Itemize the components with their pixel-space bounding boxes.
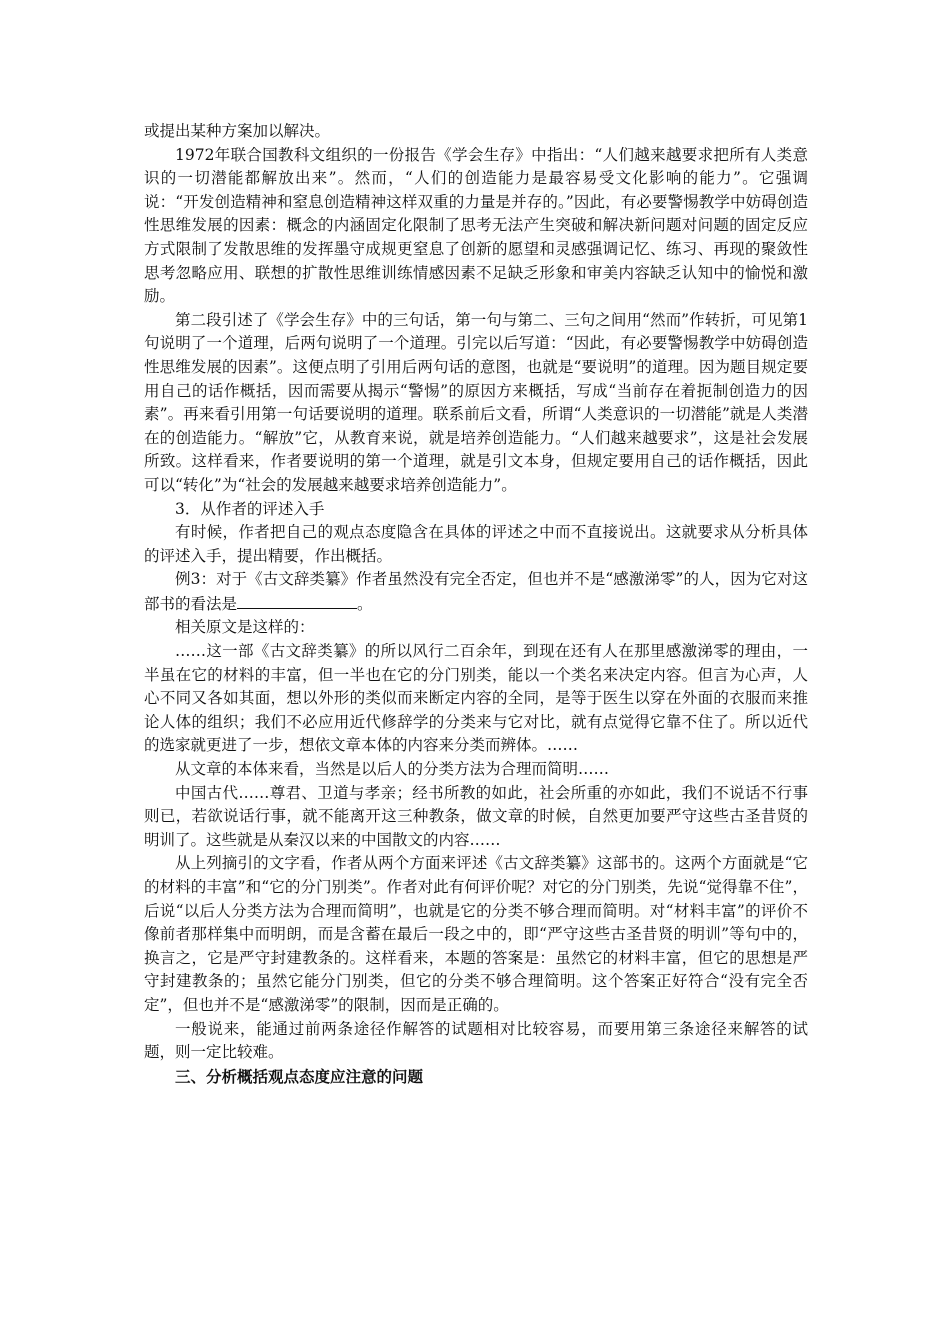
section-heading-3: 3．从作者的评述入手 <box>175 499 325 518</box>
paragraph-method: 有时候，作者把自己的观点态度隐含在具体的评述之中而不直接说出。这就要求从分析具体的评述入手，提出精要，作出概括。 <box>144 523 808 565</box>
section-heading-three: 三、分析概括观点态度应注意的问题 <box>175 1066 424 1086</box>
paragraph-report-quote: 1972年联合国教科文组织的一份报告《学会生存》中指出：“人们越来越要求把所有人类意识的一切潜能都解放出来”。然而，“人们的创造能力是最容易受文化影响的能力”。它强调说：“开发创造精神和窒息创造精神这样双重的力量是并存的。”因此，有必要警惕教学中妨碍创造性思维发展的因素：概念的内涵固定化限制了思考无法产生突破和解决新问题对问题的固定反应方式限制了发散思维的发挥墨守成规更窒息了创新的愿望和灵感强调记忆、练习、再现的聚敛性思考忽略应用、联想的扩散性思维训练情感因素不足缺乏形象和审美内容缺乏认知中的愉悦和激励。 <box>144 145 808 306</box>
paragraph-source-text-2: 从文章的本体来看，当然是以后人的分类方法为合理而简明…… <box>175 760 610 779</box>
paragraph-source-text-1: ……这一部《古文辞类纂》的所以风行二百余年，到现在还有人在那里感激涕零的理由，一半虽在它的材料的丰富，但一半也在它的分门别类，能以一个类名来决定内容。但言为心声，人心不同又各如其面，想以外形的类似而来断定内容的全同，是等于医生以穿在外面的衣服而来推论人体的组织；我们不必应用近代修辞学的分类来与它对比，就有点觉得它靠不住了。所以近代的选家就更进了一步，想依文章本体的内容来分类而辨体。…… <box>144 642 808 755</box>
document-page <box>144 120 808 1088</box>
example-3-period: 。 <box>357 594 373 613</box>
paragraph-source-text-3: 中国古代……尊君、卫道与孝亲；经书所教的如此，社会所重的亦如此，我们不说话不行事则已，若欲说话行事，就不能离开这三种教条，做文章的时候，自然更加要严守这些古圣昔贤的明训了。这些就是从秦汉以来的中国散文的内容…… <box>144 783 808 849</box>
paragraph-example-3 <box>144 568 808 616</box>
paragraph-analysis: 第二段引述了《学会生存》中的三句话，第一句与第二、三句之间用“然而”作转折，可见第1句说明了一个道理，后两句说明了一个道理。引完以后写道：“因此，有必要警惕教学中妨碍创造性思维发展的因素”。这便点明了引用后两句话的意图，也就是“要说明”的道理。因为题目规定要用自己的话作概括，因而需要从揭示“警惕”的原因方来概括，写成“当前存在着扼制创造力的因素”。再来看引用第一句话要说明的道理。联系前后文看，所谓“人类意识的一切潜能”就是人类潜在的创造能力。“解放”它，从教育来说，就是培养创造能力。“人们越来越要求”，这是社会发展所致。这样看来，作者要说明的第一个道理，就是引文本身，但规定要用自己的话作概括，因此可以“转化”为“社会的发展越来越要求培养创造能力”。 <box>144 310 808 494</box>
paragraph-summary: 一般说来，能通过前两条途径作解答的试题相对比较容易，而要用第三条途径来解答的试题，则一定比较难。 <box>144 1019 808 1062</box>
example-3-question: 例3：对于《古文辞类纂》作者虽然没有完全否定，但也并不是“感激涕零”的人，因为它对这部书的看法是 <box>144 570 808 613</box>
paragraph-answer-analysis: 从上列摘引的文字看，作者从两个方面来评述《古文辞类纂》这部书的。这两个方面就是“它的材料的丰富”和“它的分门别类”。作者对此有何评价呢？对它的分门别类，先说“觉得靠不住”，后说“以后人分类方法为合理而简明”，也就是它的分类不够合理而简明。对“材料丰富”的评价不像前者那样集中而明朗，而是含蓄在最后一段之中的，即“严守这些古圣昔贤的明训”等句中的，换言之，它是严守封建教条的。这样看来，本题的答案是：虽然它的材料丰富，但它的思想是严守封建教条的；虽然它能分门别类，但它的分类不够合理简明。这个答案正好符合“没有完全否定”，但也并不是“感激涕零”的限制，因而是正确的。 <box>144 854 808 1014</box>
answer-blank <box>237 592 357 609</box>
paragraph-source-intro: 相关原文是这样的： <box>175 618 315 637</box>
paragraph-continuation: 或提出某种方案加以解决。 <box>144 122 331 140</box>
